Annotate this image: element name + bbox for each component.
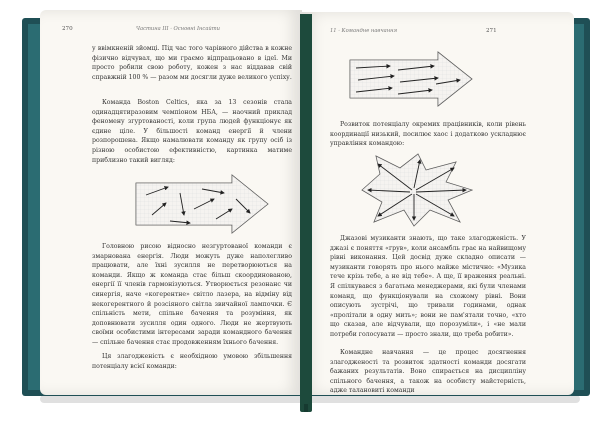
left-figure-scattered-arrows	[132, 173, 272, 235]
bookmark-ribbon-tip	[304, 404, 308, 412]
left-paragraph-4: Ця злагодженість є необхідною умовою збільшення потенціалу всієї команди:	[92, 353, 292, 370]
left-running-header: Частина III · Основні Інсайти	[136, 26, 221, 32]
right-figure-aligned-arrows	[346, 50, 476, 108]
right-page-number: 271	[486, 28, 497, 34]
left-page	[40, 10, 302, 395]
left-paragraph-3: Головною рисою відносно незгуртованої команди є змарнована енергія. Люди можуть дуже наполегливо працювати, але їхні зусилля не перетворюються на команди. Якщо ж команда стає більш скоординованою, енергії її членів гармонізуються. Утворюється резонанс чи синергія, наче «когерентне» світло лазера, на відміну від некогерентного й розсіяного світла звичайної лампочки. Є спільність мети, спільне бачення та розуміння, як доповнювати зусилля один одного. Люди не жертвують своїми особистими інтересами заради командного бачення — спільне бачення стає продовженням їхнього бачення.	[92, 243, 292, 346]
right-paragraph-1: Розвиток потенціалу окремих працівників, коли рівень координації низький, посилює хаос і додатково ускладнює управління командою:	[330, 121, 526, 148]
right-paragraph-2: Джазові музиканти знають, що таке злагодженість. У джазі є поняття «грув», коли ансамбль грає на найвищому рівні виконання. Цей досвід дуже складно описати — музиканти говорять про нього майже містично: «Музика тече крізь тебе, а не від тебе». А ще, її враження реальні. Я спілкувався з багатьма менеджерами, які були членами команд, що функціонували на схожому рівні. Вони описують зустрічі, що тривали годинами, однак «пролітали в одну мить»; вони не пам'ятали точно, «хто що сказав, але відчували, що порозуміли», і «не мали потреби голосувати — просто знали, що треба робити».	[330, 235, 526, 338]
right-paragraph-3: Командне навчання — це процес досягнення злагодженості та розвиток здатності команди досягати бажаних результатів. Воно спирається на дисципліну спільного бачення, а також на особисту майстерність, адже талановиті команди	[330, 349, 526, 395]
left-paragraph-1: у ввімкненій зйомці. Під час того чарівного дійства в кожне фізично відчувал, що ми граємо відпрацьовано в ідеї. Ми просто робили свою роботу, кожен з нас віддавав свій справжній 100 % — разом ми досягли дуже великого успіху.	[92, 45, 292, 81]
right-running-header: 11 · Командне навчання	[330, 28, 398, 34]
left-page-number: 270	[62, 26, 73, 32]
right-figure-chaotic-arrows	[356, 152, 476, 228]
left-paragraph-2: Команда Boston Celtics, яка за 13 сезонів стала одинадцятиразовим чемпіоном НБА, — наочний приклад феномену згуртованості, коли група людей функціонує як єдине ціле. У більшості команд енергії й члени розпорошена. Якщо намалювати команду як групу осіб із різною особистою ефективністю, картинка матиме приблизно такий вигляд:	[92, 99, 292, 164]
right-page	[302, 12, 574, 395]
bookmark-ribbon	[300, 14, 312, 412]
